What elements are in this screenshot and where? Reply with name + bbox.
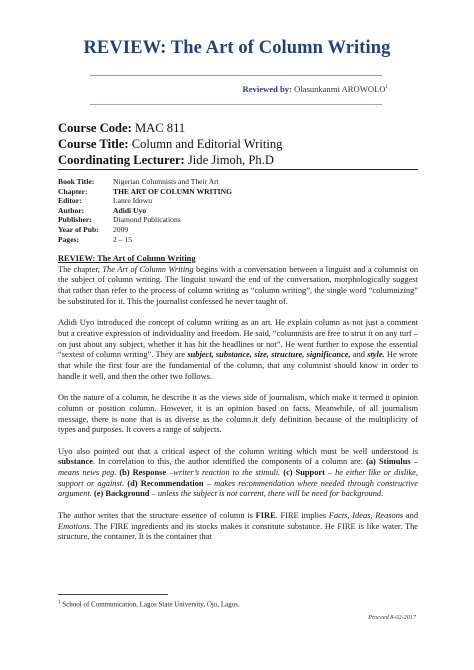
book-value: Nigerian Columnists and Their Art bbox=[113, 177, 219, 186]
book-label: Year of Pub: bbox=[58, 224, 99, 234]
footnote bbox=[58, 600, 240, 608]
course-code-value: MAC 811 bbox=[134, 121, 186, 135]
footnote-marker: 1 bbox=[58, 600, 61, 605]
title-rule bbox=[90, 75, 382, 76]
book-label: Book Title: bbox=[58, 177, 95, 186]
reviewer-name: Olasunkanmi AROWOLO bbox=[294, 84, 386, 94]
book-label: Chapter: bbox=[58, 186, 88, 196]
reviewer-footnote-marker[interactable]: 1 bbox=[385, 85, 388, 91]
reviewed-by-label: Reviewed by: bbox=[242, 84, 292, 94]
book-row bbox=[58, 187, 232, 197]
book-value: THE ART OF COLUMN WRITING bbox=[113, 186, 232, 196]
course-rule bbox=[58, 169, 418, 170]
footnote-rule bbox=[58, 594, 168, 595]
review-paragraph: Uyo also pointed out that a critical aspect of the column writing which must be well understood is substance. In correlation to this, the author identified the components of a column are: (a) Stimulus –means news peg. (b) Response –writer’s reaction to the stimuli. (c) Support – he either like or dislike, support or against. (d) Recommendation – makes recommendation where needed through constructive argument. (e) Background – unless the subject is not current, there will be need for background. bbox=[58, 446, 419, 499]
book-label: Editor: bbox=[58, 196, 82, 206]
review-heading: REVIEW: The Art of Column Writing bbox=[58, 254, 196, 263]
review-paragraph: On the nature of a column, he describe it as the views side of journalism, which make it termed it opinion column or position column. However, it is an opinion based on facts. Meanwhile, of all journalism message, there is none that is as diverse as the column.it defy definition because of the multiplicity of types and purposes. It covers a range of subjects. bbox=[58, 393, 418, 435]
book-row bbox=[58, 196, 232, 206]
book-row bbox=[58, 235, 232, 245]
book-value: 2 – 15 bbox=[113, 234, 132, 244]
book-label: Publisher: bbox=[58, 215, 92, 225]
lecturer-value: Jide Jimoh, Ph.D bbox=[187, 153, 274, 167]
reviewer-rule bbox=[90, 104, 382, 105]
book-row bbox=[58, 225, 232, 235]
book-value: Adidi Uyo bbox=[113, 205, 147, 215]
book-row bbox=[58, 177, 232, 187]
course-title-label: Course Title: bbox=[58, 137, 129, 151]
book-row bbox=[58, 215, 232, 225]
book-value: Diamond Publications bbox=[113, 215, 181, 225]
review-paragraph: Adidi Uyo introduced the concept of column writing as an art. He explain column as not just a comment but a creative expression of individuality and freedom. He said, “columnists are free to strut it on any turf – on just about any subject, whether it has hit the headlines or not”. He went further to expose the essential “sextest of column writing”. They are subject, substance, size, structure, significance, and style. He wrote that while the first four are the fundamental of the column, that any columnist should know in order to handle it well, and then the other two follows. bbox=[58, 318, 418, 381]
course-code-row bbox=[58, 120, 282, 136]
course-title-row bbox=[58, 136, 282, 152]
course-code-label: Course Code: bbox=[58, 121, 132, 135]
book-label: Author: bbox=[58, 205, 85, 215]
book-value: Lanre Idowu bbox=[113, 196, 153, 206]
book-row bbox=[58, 206, 232, 216]
book-label: Pages: bbox=[58, 234, 80, 244]
lecturer-label: Coordinating Lecturer: bbox=[58, 153, 185, 167]
book-value: 2009 bbox=[113, 224, 129, 234]
page-footer: Proceed 8-02-2017 bbox=[368, 614, 416, 621]
course-title-value: Column and Editorial Writing bbox=[131, 137, 283, 151]
book-details bbox=[58, 177, 232, 244]
page-title: REVIEW: The Art of Column Writing bbox=[83, 38, 391, 58]
review-body bbox=[58, 254, 418, 554]
footnote-text: School of Communication, Lagos State University, Ojo, Lagos. bbox=[60, 600, 240, 609]
review-paragraph: The author writes that the structure essence of column is FIRE. FIRE implies Facts, Ideas, Reasons and Emotions. The FIRE ingredients and its stocks makes it constitute substance. He FIRE is like water. The structure, the container. It is the container that bbox=[58, 510, 419, 542]
reviewer-line bbox=[243, 84, 388, 94]
review-paragraph: The chapter, The Art of Column Writing begins with a conversation between a linguist and a columnist on the subject of column writing. The linguist toward the end of the conversation, morphologically suggest that rather than refer to the process of column writing as “column writing”, the single word “columnizing” be substituted for it. This the journalist confessed he never taught of. bbox=[58, 264, 419, 306]
course-info bbox=[58, 120, 282, 168]
lecturer-row bbox=[58, 152, 282, 168]
